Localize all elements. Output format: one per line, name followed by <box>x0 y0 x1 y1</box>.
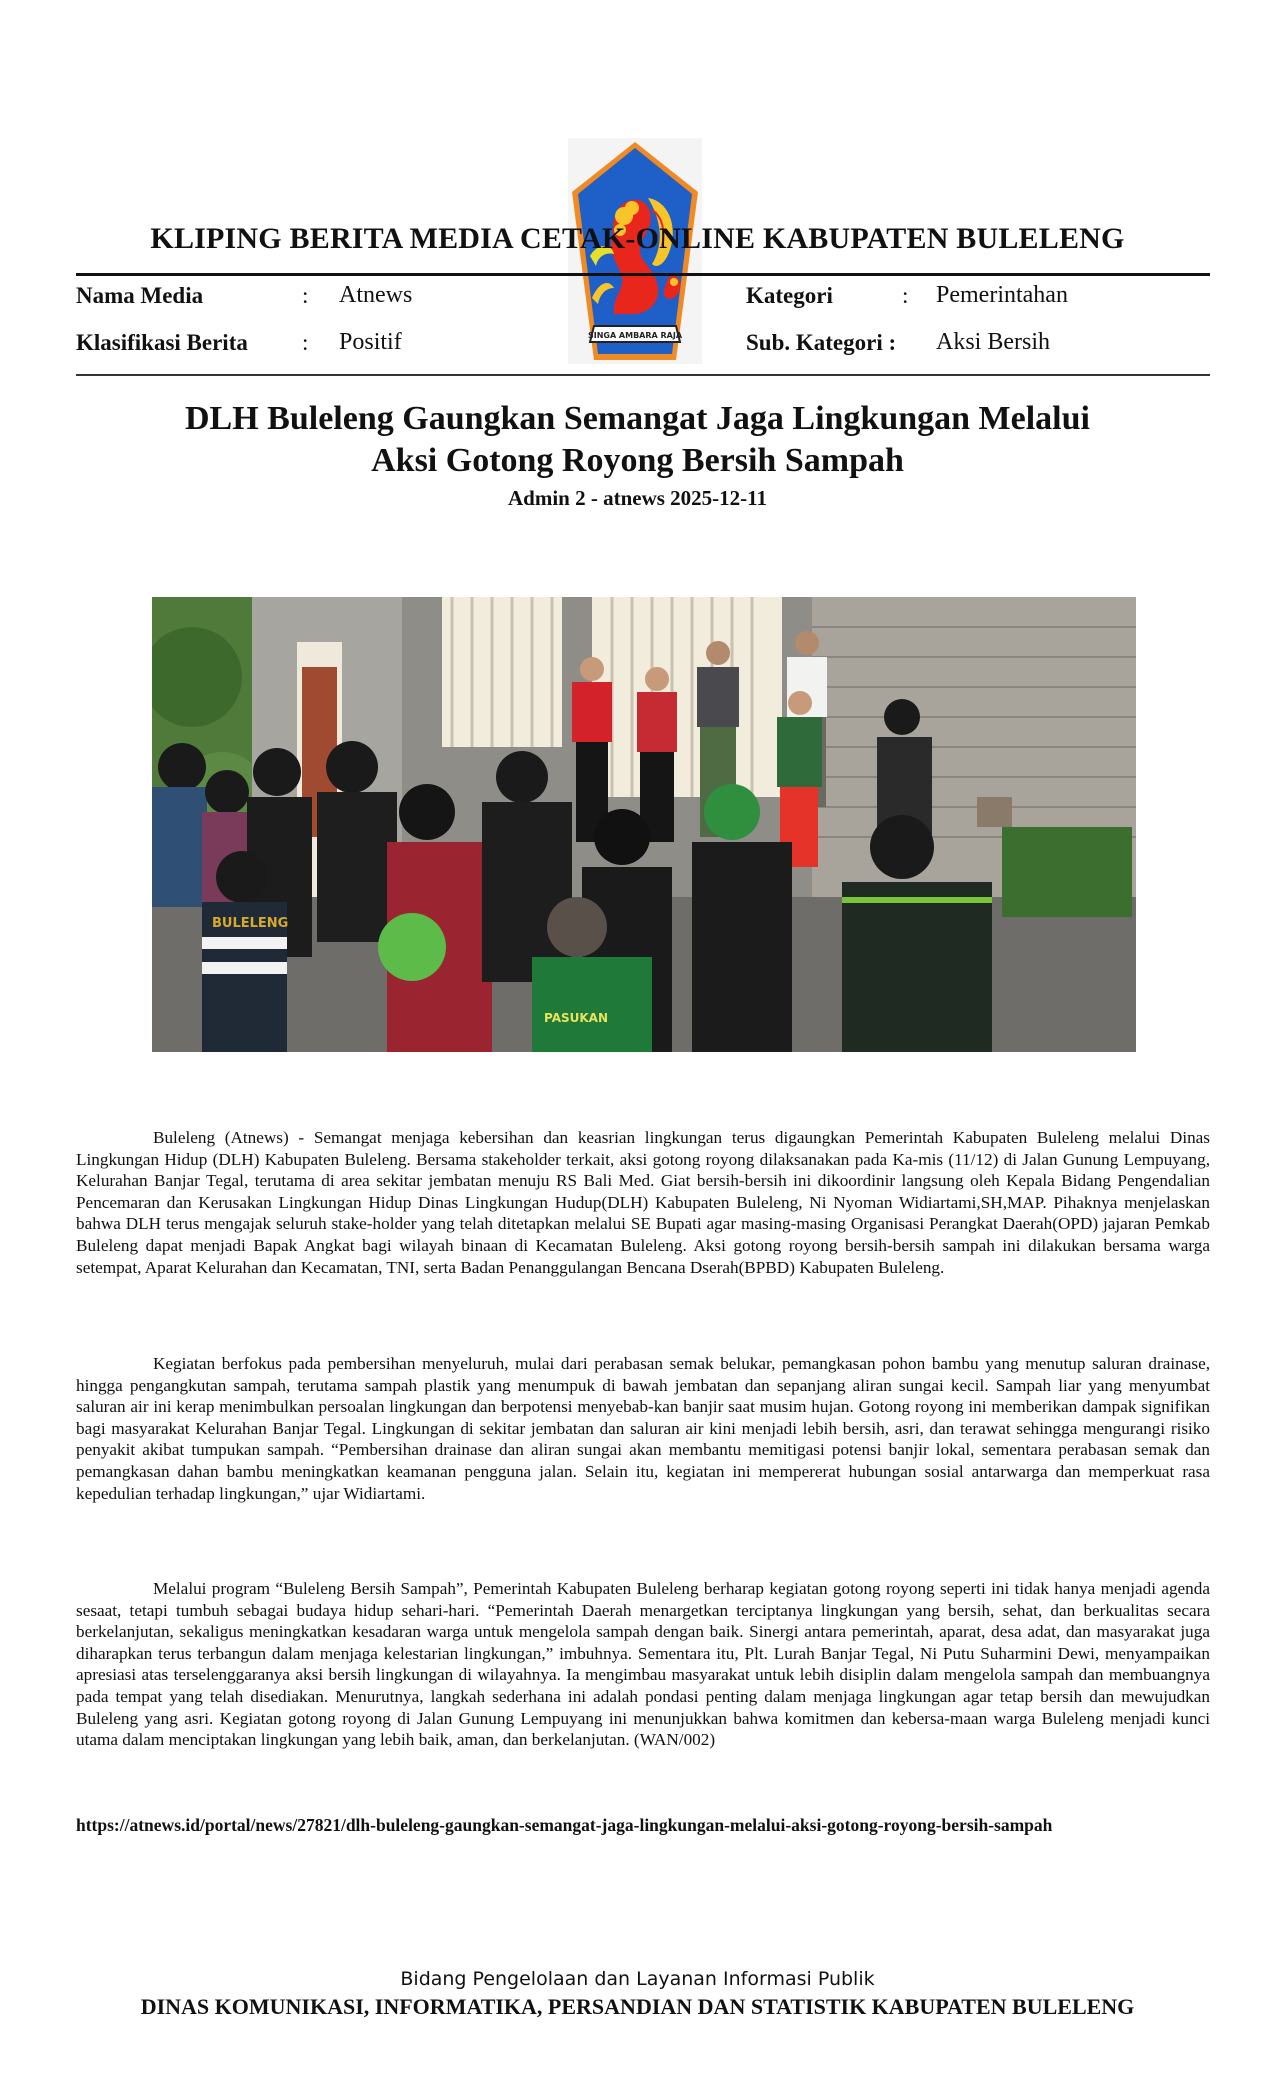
article-paragraph-1 <box>76 1127 1210 1278</box>
photo-jacket-text: PASUKAN <box>544 1011 608 1025</box>
article-headline <box>0 398 1275 482</box>
paragraph-text: Buleleng (Atnews) - Semangat menjaga kebersihan dan keasrian lingkungan terus digaungkan Pemerintah Kabupaten Buleleng melalui Dinas Lingkungan Hidup (DLH) Kabupaten Buleleng. Bersama stakeholder terkait, aksi gotong royong dilaksanakan pada Ka-mis (11/12) di Jalan Gunung Lempuyang, Kelurahan Banjar Tegal, terutama di area sekitar jembatan menuju RS Bali Med. Giat bersih-bersih ini dikoordinir langsung oleh Kepala Bidang Pengendalian Pencemaran dan Kerusakan Lingkungan Hidup Dinas Lingkungan Hudup(DLH) Kabupaten Buleleng, Ni Nyoman Widiartami,SH,MAP. Pihaknya menjelaskan bahwa DLH terus mengajak seluruh stake-holder yang telah ditetapkan melalui SE Bupati agar masing-masing Organisasi Perangkat Daerah(OPD) jajaran Pemkab Buleleng dapat menjadi Bapak Angkat bagi wilayah binaan di Kecamatan Buleleng. Aksi gotong royong bersih-bersih sampah ini dilakukan bersama warga setempat, Aparat Kelurahan dan Kecamatan, TNI, serta Badan Penanggulangan Bencana Dserah(BPBD) Kabupaten Buleleng. <box>76 1128 1210 1277</box>
photo-shirt-text: BULELENG <box>212 916 289 931</box>
headline-line-2: Aksi Gotong Royong Bersih Sampah <box>371 442 904 479</box>
paragraph-text: Kegiatan berfokus pada pembersihan menyeluruh, mulai dari perabasan semak belukar, pemangkasan pohon bambu yang menutup saluran drainase, hingga pengangkutan sampah, terutama sampah plastik yang menumpuk di bawah jembatan dan sepanjang aliran sungai kecil. Sampah liar yang menyumbat saluran air ini kerap menimbulkan persoalan lingkungan dan berpotensi menyebab-kan banjir saat musim hujan. Gotong royong ini memberikan dampak signifikan bagi masyarakat Kelurahan Banjar Tegal. Lingkungan di sekitar jembatan dan saluran air kini menjadi lebih bersih, asri, dan terawat sehingga mengurangi risiko penyakit akibat tumpukan sampah. “Pembersihan drainase dan aliran sungai akan membantu memitigasi potensi banjir lokal, sementara perabasan semak dan pemangkasan dahan bambu meningkatkan keamanan pengguna jalan. Selain itu, kegiatan ini mempererat hubungan sosial antarwarga dan memperkuat rasa kepedulian terhadap lingkungan,” ujar Widiartami. <box>76 1354 1210 1503</box>
klasifikasi-value: Positif <box>339 329 402 355</box>
clipping-title: KLIPING BERITA MEDIA CETAK-ONLINE KABUPATEN BULELENG <box>150 222 1125 255</box>
kategori-colon: : <box>902 283 909 308</box>
kategori-label: Kategori <box>746 283 833 308</box>
article-byline: Admin 2 - atnews 2025-12-11 <box>507 486 767 510</box>
svg-text:SINGA AMBARA RAJA: SINGA AMBARA RAJA <box>587 331 683 340</box>
sub-kategori-label: Sub. Kategori : <box>746 330 897 355</box>
nama-media-label: Nama Media <box>76 283 204 308</box>
source-url-link[interactable]: https://atnews.id/portal/news/27821/dlh-buleleng-gaungkan-semangat-jaga-lingkungan-melalui-aksi-gotong-royong-bersih-sampah <box>76 1815 1053 1835</box>
headline-line-1: DLH Buleleng Gaungkan Semangat Jaga Lingkungan Melalui <box>185 400 1090 437</box>
klasifikasi-colon: : <box>302 330 309 355</box>
klasifikasi-label: Klasifikasi Berita <box>76 330 248 355</box>
article-paragraph-3 <box>76 1578 1210 1751</box>
footer-division: Bidang Pengelolaan dan Layanan Informasi Publik <box>400 1968 875 1990</box>
kategori-value: Pemerintahan <box>936 282 1068 308</box>
sub-kategori-value: Aksi Bersih <box>936 329 1050 355</box>
header-divider-top <box>76 273 1210 276</box>
nama-media-value: Atnews <box>339 282 413 308</box>
paragraph-text: Melalui program “Buleleng Bersih Sampah”, Pemerintah Kabupaten Buleleng berharap kegiatan gotong royong seperti ini tidak hanya menjadi agenda sesaat, tetapi tumbuh sebagai budaya hidup sehari-hari. “Pemerintah Daerah menargetkan terciptanya lingkungan yang bersih, sehat, dan berkualitas secara berkelanjutan, sekaligus meningkatkan kesadaran warga untuk mengelola sampah dengan baik. Sinergi antara pemerintah, aparat, desa adat, dan masyarakat juga diharapkan terus terbangun dalam menjaga kelestarian lingkungan,” imbuhnya. Sementara itu, Plt. Lurah Banjar Tegal, Ni Putu Suharmini Dewi, menyampaikan apresiasi atas terselenggaranya aksi bersih lingkungan di wilayahnya. Ia mengimbau masyarakat untuk lebih disiplin dalam mengelola sampah dan membuangnya pada tempat yang telah disediakan. Menurutnya, langkah sederhana ini adalah pondasi penting dalam menjaga lingkungan agar tetap bersih dan mewujudkan Buleleng yang asri. Kegiatan gotong royong di Jalan Gunung Lempuyang ini menunjukkan bahwa komitmen dan kebersa-maan warga Buleleng menjadi kunci utama dalam menciptakan lingkungan yang lebih baik, aman, dan berkelanjutan. (WAN/002) <box>76 1579 1210 1750</box>
article-paragraph-2 <box>76 1353 1210 1504</box>
gotong-royong-crowd-photo <box>152 597 1136 1052</box>
footer-agency: DINAS KOMUNIKASI, INFORMATIKA, PERSANDIAN DAN STATISTIK KABUPATEN BULELENG <box>140 1994 1135 2019</box>
header-divider-bottom <box>76 374 1210 376</box>
nama-media-colon: : <box>302 283 309 308</box>
article-photo <box>152 597 1136 1052</box>
